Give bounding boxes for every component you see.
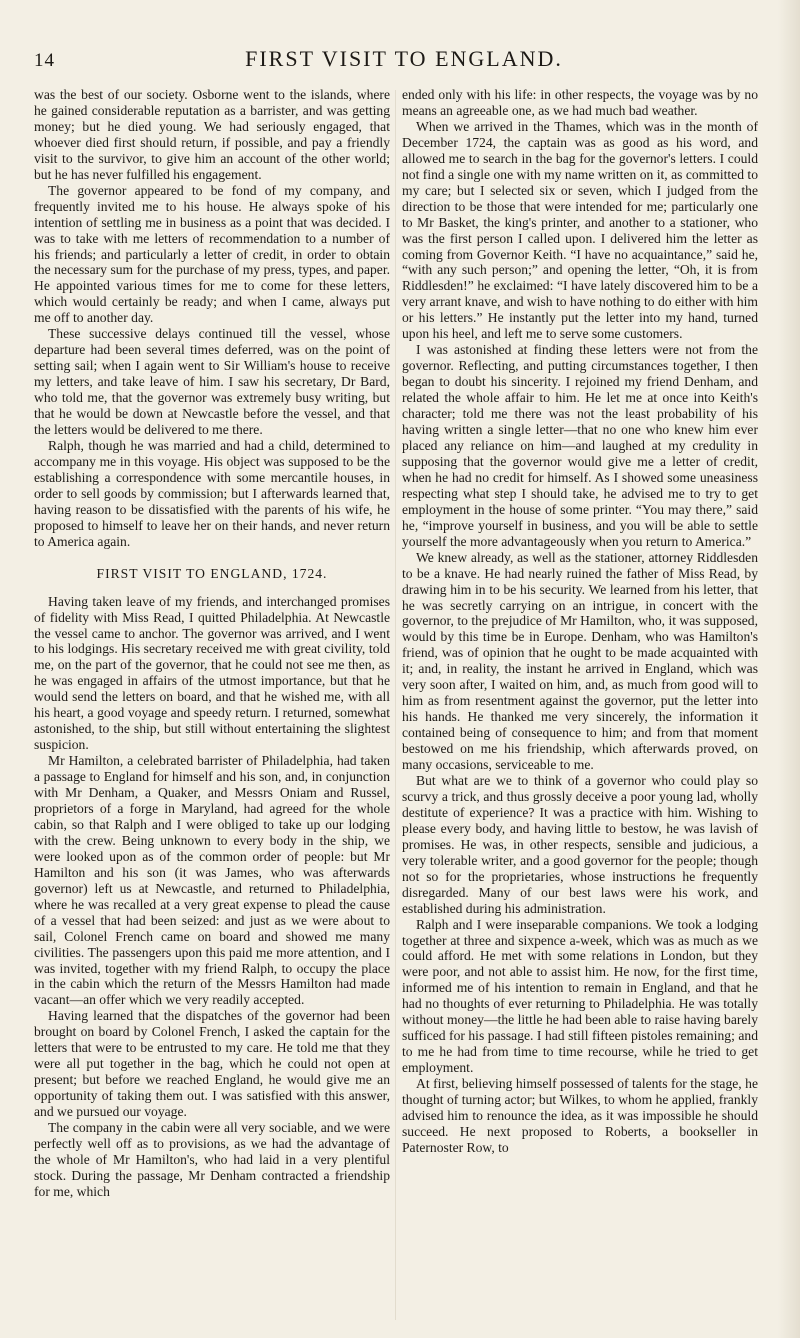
paragraph: was the best of our society. Osborne went to the islands, where he gained considerable reputation as a barrister, and was getting money; but he died young. We had seriously engaged, that whoever died first should return, if possible, and pay a friendly visit to the survivor, to give him an account of the other world; but he has never fulfilled his engagement. <box>34 87 390 182</box>
paragraph: Having learned that the dispatches of the governor had been brought on board by Colonel French, I asked the captain for the letters that were to be entrusted to my care. He told me that they were all put together in the bag, which he could not open at present; but before we reached England, he would give me an opportunity of taking them out. I was satisfied with this answer, and we pursued our voyage. <box>34 1008 390 1120</box>
left-column <box>34 87 390 1327</box>
paragraph: Ralph, though he was married and had a child, determined to accompany me in this voyage. His object was supposed to be the establishing a correspondence with some mercantile houses, in order to sell goods by commission; but I afterwards learned that, having reason to be dissatisfied with the parents of his wife, he proposed to himself to leave her on their hands, and never return to America again. <box>34 437 390 549</box>
page-number: 14 <box>34 50 55 71</box>
paragraph: ended only with his life: in other respects, the voyage was by no means an agreeable one, as we had much bad weather. <box>402 87 758 118</box>
paragraph: The governor appeared to be fond of my company, and frequently invited me to his house. He always spoke of his intention of settling me in business as a point that was decided. I was to take with me letters of recommendation to a number of his friends; and particularly a letter of credit, in order to obtain the necessary sum for the purchase of my press, types, and paper. He appointed various times for me to come for these letters, which would certainly be ready; and when I came, always put me off to another day. <box>34 182 390 326</box>
page-edge-shadow <box>778 0 800 1338</box>
column-divider <box>395 90 396 1320</box>
right-column <box>402 87 758 1327</box>
paragraph: But what are we to think of a governor who could play so scurvy a trick, and thus grossly deceive a poor young lad, wholly destitute of experience? It was a practice with him. Wishing to please every body, and having little to bestow, he was lavish of promises. He was, in other respects, sensible and judicious, a very tolerable writer, and a good governor for the people; though not so for the proprietaries, whose instructions he frequently disregarded. Many of our best laws were his work, and established during his administration. <box>402 772 758 916</box>
paragraph: Ralph and I were inseparable companions. We took a lodging together at three and sixpence a-week, which was as much as we could afford. He met with some relations in London, but they were poor, and not able to assist him. He now, for the first time, informed me of his intention to remain in England, and that he had no thoughts of ever returning to Philadelphia. He was totally without money—the little he had been able to raise having barely sufficed for his passage. I had still fifteen pistoles remaining; and to me he had from time to time recourse, while he tried to get employment. <box>402 916 758 1076</box>
paragraph: At first, believing himself possessed of talents for the stage, he thought of turning actor; but Wilkes, to whom he applied, frankly advised him to renounce the idea, as it was impossible he should succeed. He next proposed to Roberts, a bookseller in Paternoster Row, to <box>402 1076 758 1155</box>
paragraph: Mr Hamilton, a celebrated barrister of Philadelphia, had taken a passage to England for himself and his son, and, in conjunction with Mr Denham, a Quaker, and Messrs Oniam and Russel, proprietors of a forge in Maryland, had agreed for the whole cabin, so that Ralph and I were obliged to take up our lodging with the crew. Being unknown to every body in the ship, we were looked upon as of the common order of people: but Mr Hamilton and his son (it was James, who was afterwards governor) left us at Newcastle, and returned to Philadelphia, where he was recalled at a very great expense to plead the cause of a vessel that had been seized: and just as we were about to sail, Colonel French came on board and showed me many civilities. The passengers upon this paid me more attention, and I was invited, together with my friend Ralph, to occupy the place in the cabin which the return of the Messrs Hamilton had made vacant—an offer which we very readily accepted. <box>34 753 390 1008</box>
page-header <box>34 46 774 76</box>
paragraph: Having taken leave of my friends, and interchanged promises of fidelity with Miss Read, I quitted Philadelphia. At Newcastle the vessel came to anchor. The governor was arrived, and I went to his lodgings. His secretary received me with great civility, told me, on the part of the governor, that he could not see me then, as he was engaged in affairs of the utmost importance, but that he would send the letters on board, and that he wished me, with all his heart, a good voyage and speedy return. I returned, somewhat astonished, to the ship, but still without entertaining the slightest suspicion. <box>34 593 390 753</box>
paragraph: When we arrived in the Thames, which was in the month of December 1724, the captain was as good as his word, and allowed me to search in the bag for the governor's letters. I could not find a single one with my name written on it, as committed to my care; but I selected six or seven, which I judged from the direction to be those that were intended for me; particularly one to Mr Basket, the king's printer, and another to a stationer, who was the first person I called upon. I delivered him the letter as coming from Governor Keith. “I have no acquaintance,” said he, “with any such person;” and opening the letter, “Oh, it is from Riddlesden!” he exclaimed: “I have lately discovered him to be a very arrant knave, and wish to have nothing to do either with him or his letters.” He instantly put the letter into my hand, turned upon his heel, and left me to serve some customers. <box>402 118 758 342</box>
running-title: FIRST VISIT TO ENGLAND. <box>245 46 563 71</box>
paragraph: These successive delays continued till the vessel, whose departure had been several times deferred, was on the point of setting sail; when I again went to Sir William's house to receive my letters, and take leave of him. I saw his secretary, Dr Bard, who told me, that the governor was extremely busy writing, but that he would be down at Newcastle before the vessel, and that the letters would be delivered to me there. <box>34 326 390 438</box>
section-heading: FIRST VISIT TO ENGLAND, 1724. <box>96 565 328 581</box>
paragraph: We knew already, as well as the stationer, attorney Riddlesden to be a knave. He had nearly ruined the father of Miss Read, by drawing him in to be his security. We learned from his letter, that he was secretly carrying on an intrigue, in concert with the governor, to the prejudice of Mr Hamilton, who, it was supposed, would by this time be in Europe. Denham, who was Hamilton's friend, was of opinion that he ought to be made acquainted with it; and, in reality, the instant he arrived in England, which was very soon after, I waited on him, and, as much from good will to him as from resentment against the governor, put the letter into his hands. He thanked me very sincerely, the information it contained being of consequence to him; and from that moment bestowed on me his friendship, which afterwards proved, on many occasions, serviceable to me. <box>402 549 758 773</box>
paragraph: The company in the cabin were all very sociable, and we were perfectly well off as to provisions, as we had the advantage of the whole of Mr Hamilton's, who had laid in a very plentiful stock. During the passage, Mr Denham contracted a friendship for me, which <box>34 1120 390 1199</box>
paragraph: I was astonished at finding these letters were not from the governor. Reflecting, and putting circumstances together, I then began to doubt his sincerity. I rejoined my friend Denham, and related the whole affair to him. He let me at once into Keith's character; told me there was not the least probability of his having written a single letter—that no one who knew him ever placed any reliance on him—and laughed at my credulity in supposing that the governor would give me a letter of credit, when he had no credit for himself. As I showed some uneasiness respecting what step I should take, he advised me to try to get employment in the house of some printer. “You may there,” said he, “improve yourself in business, and you will be able to settle yourself the more advantageously when you return to America.” <box>402 342 758 549</box>
